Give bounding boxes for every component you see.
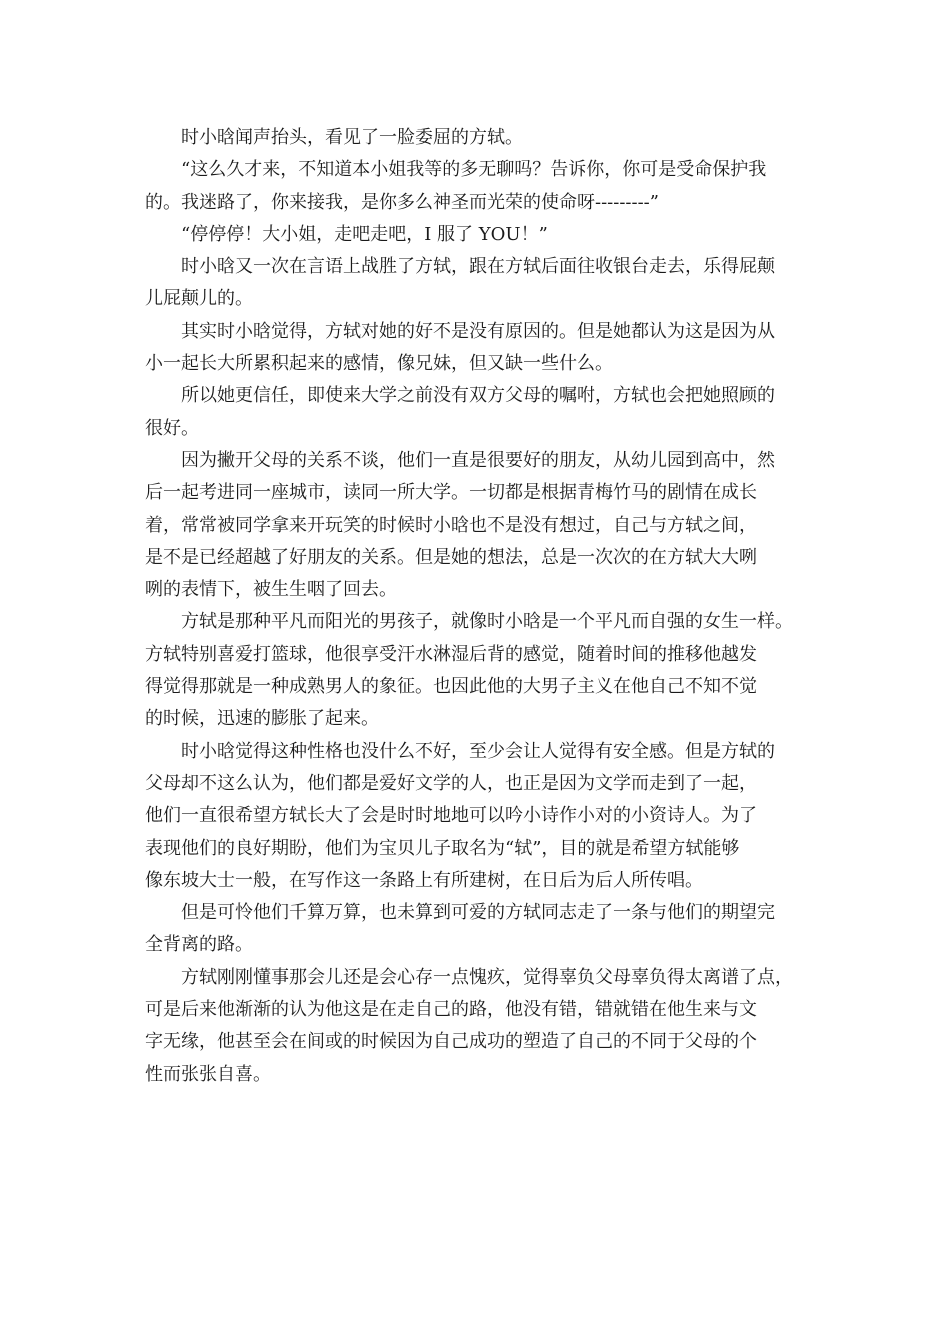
- text-line: 父母却不这么认为，他们都是爱好文学的人，也正是因为文学而走到了一起，: [145, 772, 757, 794]
- text-line: 因为撇开父母的关系不谈，他们一直是很要好的朋友，从幼儿园到高中，然: [145, 449, 775, 471]
- text-line: 字无缘，他甚至会在间或的时候因为自己成功的塑造了自己的不同于父母的个: [145, 1031, 757, 1053]
- text-line: 方轼是那种平凡而阳光的男孩子，就像时小晗是一个平凡而自强的女生一样。: [145, 611, 793, 633]
- text-line: 表现他们的良好期盼，他们为宝贝儿子取名为“轼”，目的就是希望方轼能够: [145, 837, 740, 859]
- text-line: 时小晗闻声抬头，看见了一脸委屈的方轼。: [145, 127, 523, 148]
- text-line: 所以她更信任，即使来大学之前没有双方父母的嘱咐，方轼也会把她照顾的: [145, 385, 775, 407]
- body-text: [145, 122, 825, 1091]
- text-line: 得觉得那就是一种成熟男人的象征。也因此他的大男子主义在他自己不知不觉: [145, 676, 757, 698]
- text-line: 着，常常被同学拿来开玩笑的时候时小晗也不是没有想过，自己与方轼之间，: [145, 514, 757, 536]
- text-line: 方轼特别喜爱打篮球，他很享受汗水淋湿后背的感觉，随着时间的推移他越发: [145, 643, 757, 665]
- text-line: “这么久才来，不知道本小姐我等的多无聊吗？告诉你，你可是受命保护我: [145, 159, 767, 181]
- text-line: 的时候，迅速的膨胀了起来。: [145, 708, 379, 730]
- text-line: 像东坡大士一般，在写作这一条路上有所建树，在日后为后人所传唱。: [145, 869, 703, 891]
- text-line: 是不是已经超越了好朋友的关系。但是她的想法，总是一次次的在方轼大大咧: [145, 546, 757, 568]
- text-line: 儿屁颠儿的。: [145, 288, 253, 310]
- text-line: 咧的表情下，被生生咽了回去。: [145, 579, 397, 601]
- text-line: 全背离的路。: [145, 934, 253, 956]
- text-line: 他们一直很希望方轼长大了会是时时地地可以吟小诗作小对的小资诗人。为了: [145, 805, 757, 827]
- text-line: 的。我迷路了，你来接我，是你多么神圣而光荣的使命呀---------”: [145, 191, 659, 213]
- text-line: 方轼刚刚懂事那会儿还是会心存一点愧疚，觉得辜负父母辜负得太离谱了点，: [145, 966, 793, 988]
- text-line: 其实时小晗觉得，方轼对她的好不是没有原因的。但是她都认为这是因为从: [145, 320, 775, 342]
- text-line: 时小晗觉得这种性格也没什么不好，至少会让人觉得有安全感。但是方轼的: [145, 740, 775, 762]
- text-line: 后一起考进同一座城市，读同一所大学。一切都是根据青梅竹马的剧情在成长: [145, 482, 757, 504]
- text-line: “停停停！大小姐，走吧走吧，I 服了 YOU！”: [145, 223, 548, 245]
- text-line: 时小晗又一次在言语上战胜了方轼，跟在方轼后面往收银台走去，乐得屁颠: [145, 256, 775, 278]
- text-line: 可是后来他渐渐的认为他这是在走自己的路，他没有错，错就错在他生来与文: [145, 999, 757, 1021]
- text-line: 性而张张自喜。: [145, 1063, 271, 1085]
- text-line: 很好。: [145, 417, 199, 439]
- text-line: 小一起长大所累积起来的感情，像兄妹，但又缺一些什么。: [145, 353, 613, 375]
- text-line: 但是可怜他们千算万算，也未算到可爱的方轼同志走了一条与他们的期望完: [145, 902, 775, 924]
